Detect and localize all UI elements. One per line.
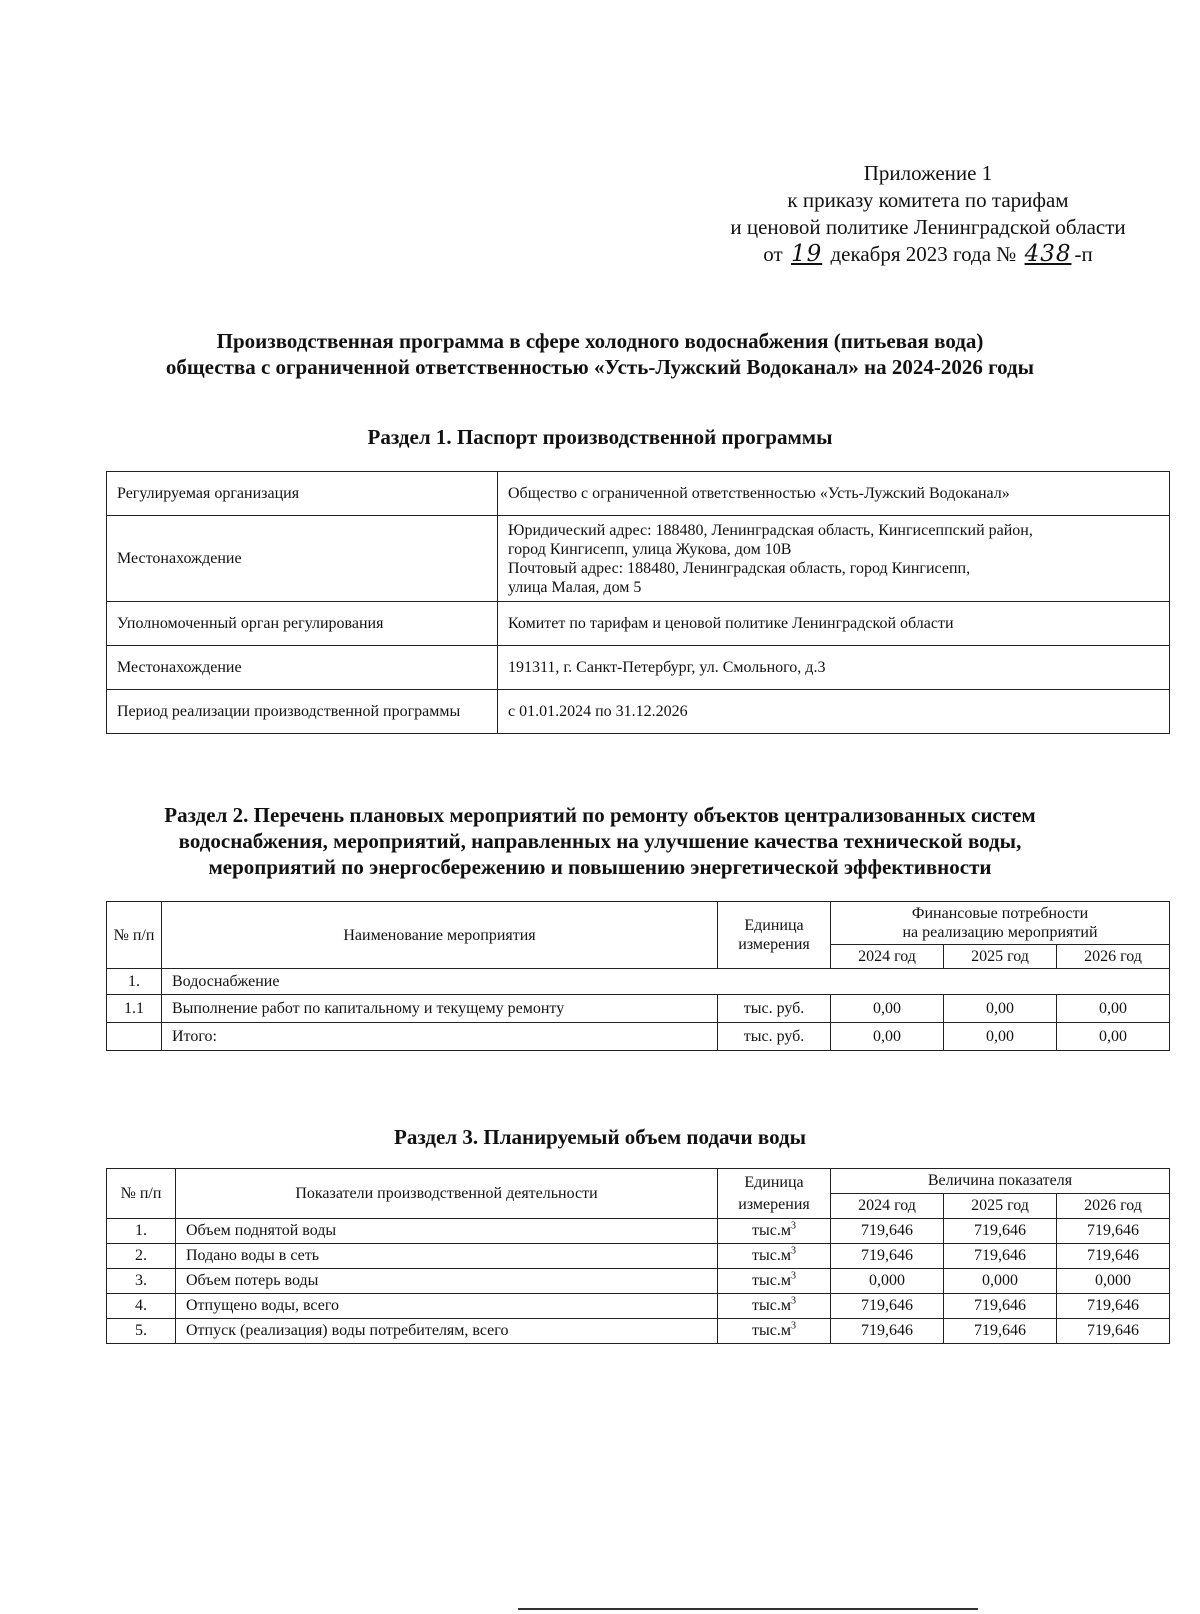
group-name: Водоснабжение (162, 969, 1170, 995)
row-name: Подано воды в сеть (176, 1244, 718, 1269)
row-value-2024: 719,646 (831, 1219, 944, 1244)
col-header-unit: Единица измерения (718, 1169, 831, 1219)
date-prefix: от (763, 242, 783, 266)
address-line: город Кингисепп, улица Жукова, дом 10В (508, 540, 792, 558)
col-header-num: № п/п (107, 902, 162, 969)
row-num: 1. (107, 1219, 176, 1244)
footer-divider (518, 1608, 978, 1610)
row-name: Итого: (162, 1023, 718, 1051)
col-header-name: Показатели производственной деятельности (176, 1169, 718, 1219)
col-header-finance (831, 902, 1170, 945)
col-header-name: Наименование мероприятия (162, 902, 718, 969)
col-header-2024: 2024 год (831, 1194, 944, 1219)
unit-base: тыс.м (752, 1272, 791, 1289)
row-value-2026: 719,646 (1057, 1219, 1170, 1244)
row-value-2026: 719,646 (1057, 1319, 1170, 1344)
section2-title-line3: мероприятий по энергосбережению и повышению энергетической эффективности (208, 855, 992, 879)
unit-superscript: 3 (790, 1220, 796, 1232)
row-value-2024: 0,00 (831, 995, 944, 1023)
handwritten-day: 19 (790, 241, 823, 267)
col-header-value: Величина показателя (831, 1169, 1170, 1194)
row-value-2026: 0,00 (1057, 1023, 1170, 1051)
date-middle: декабря 2023 года № (830, 242, 1017, 266)
appendix-line1: Приложение 1 (863, 161, 993, 185)
row-name: Выполнение работ по капитальному и текущему ремонту (162, 995, 718, 1023)
unit-base: тыс.м (752, 1322, 791, 1339)
section1-title (40, 424, 1160, 450)
row-value-2026: 0,000 (1057, 1269, 1170, 1294)
passport-value (498, 516, 1170, 602)
passport-value: Комитет по тарифам и ценовой политике Ленинградской области (498, 602, 1170, 646)
row-num (107, 1023, 162, 1051)
table-row (107, 602, 1170, 646)
passport-value: с 01.01.2024 по 31.12.2026 (498, 690, 1170, 734)
col-header-unit: Единица измерения (718, 902, 831, 969)
volume-table (106, 1168, 1170, 1344)
address-line: Почтовый адрес: 188480, Ленинградская область, город Кингисепп, (508, 559, 971, 577)
unit-superscript: 3 (790, 1295, 796, 1307)
section2-title (40, 802, 1160, 880)
row-value-2024: 719,646 (831, 1319, 944, 1344)
row-value-2026: 719,646 (1057, 1244, 1170, 1269)
row-unit (718, 1219, 831, 1244)
number-suffix: -п (1074, 242, 1093, 266)
passport-value: Общество с ограниченной ответственностью «Усть-Лужский Водоканал» (498, 472, 1170, 516)
row-unit: тыс. руб. (718, 1023, 831, 1051)
section3-title (40, 1124, 1160, 1150)
section2-title-line2: водоснабжения, мероприятий, направленных на улучшение качества технической воды, (178, 829, 1022, 853)
row-num: 1. (107, 969, 162, 995)
passport-label: Период реализации производственной программы (107, 690, 498, 734)
unit-base: тыс.м (752, 1222, 791, 1239)
title-line2: общества с ограниченной ответственностью «Усть-Лужский Водоканал» на 2024-2026 годы (165, 355, 1035, 379)
row-value-2024: 0,00 (831, 1023, 944, 1051)
row-unit: тыс. руб. (718, 995, 831, 1023)
appendix-date-line (698, 241, 1158, 268)
address-line: улица Малая, дом 5 (508, 578, 642, 596)
col-header-2025: 2025 год (944, 945, 1057, 969)
handwritten-order-number: 438 (1024, 241, 1072, 267)
title-line1: Производственная программа в сфере холодного водоснабжения (питьевая вода) (216, 329, 984, 353)
row-num: 2. (107, 1244, 176, 1269)
col-header-2026: 2026 год (1057, 945, 1170, 969)
col-header-2026: 2026 год (1057, 1194, 1170, 1219)
row-name: Отпущено воды, всего (176, 1294, 718, 1319)
table-row (107, 995, 1170, 1023)
unit-superscript: 3 (790, 1320, 796, 1332)
table-row (107, 1219, 1170, 1244)
table-row (107, 1023, 1170, 1051)
table-row (107, 1269, 1170, 1294)
unit-base: тыс.м (752, 1297, 791, 1314)
unit-base: тыс.м (752, 1247, 791, 1264)
col-header-2024: 2024 год (831, 945, 944, 969)
section1-title-text: Раздел 1. Паспорт производственной программы (367, 425, 833, 449)
unit-superscript: 3 (790, 1270, 796, 1282)
row-value-2025: 719,646 (944, 1219, 1057, 1244)
table-row (107, 1319, 1170, 1344)
row-name: Объем поднятой воды (176, 1219, 718, 1244)
passport-label: Местонахождение (107, 516, 498, 602)
table-row (107, 1294, 1170, 1319)
finance-header-line2: на реализацию мероприятий (902, 924, 1098, 941)
table-header-row (107, 902, 1170, 945)
table-row (107, 472, 1170, 516)
unit-superscript: 3 (790, 1245, 796, 1257)
row-value-2025: 719,646 (944, 1244, 1057, 1269)
row-unit (718, 1269, 831, 1294)
row-value-2025: 0,00 (944, 995, 1057, 1023)
col-header-2025: 2025 год (944, 1194, 1057, 1219)
appendix-header (698, 160, 1158, 268)
section3-title-text: Раздел 3. Планируемый объем подачи воды (394, 1125, 806, 1149)
table-row (107, 516, 1170, 602)
row-value-2024: 719,646 (831, 1294, 944, 1319)
passport-label: Регулируемая организация (107, 472, 498, 516)
passport-label: Уполномоченный орган регулирования (107, 602, 498, 646)
row-num: 4. (107, 1294, 176, 1319)
measures-table (106, 901, 1170, 1051)
table-row (107, 690, 1170, 734)
table-header-row (107, 1169, 1170, 1194)
section2-title-line1: Раздел 2. Перечень плановых мероприятий по ремонту объектов централизованных систем (164, 803, 1036, 827)
row-value-2025: 719,646 (944, 1294, 1057, 1319)
col-header-num: № п/п (107, 1169, 176, 1219)
appendix-line3: и ценовой политике Ленинградской области (730, 215, 1126, 239)
row-value-2024: 719,646 (831, 1244, 944, 1269)
address-line: Юридический адрес: 188480, Ленинградская область, Кингисеппский район, (508, 521, 1033, 539)
appendix-line2: к приказу комитета по тарифам (787, 188, 1069, 212)
table-row (107, 969, 1170, 995)
row-value-2024: 0,000 (831, 1269, 944, 1294)
row-value-2026: 719,646 (1057, 1294, 1170, 1319)
row-value-2026: 0,00 (1057, 995, 1170, 1023)
row-num: 5. (107, 1319, 176, 1344)
table-row (107, 1244, 1170, 1269)
row-value-2025: 0,00 (944, 1023, 1057, 1051)
row-name: Объем потерь воды (176, 1269, 718, 1294)
passport-label: Местонахождение (107, 646, 498, 690)
row-name: Отпуск (реализация) воды потребителям, всего (176, 1319, 718, 1344)
table-row (107, 646, 1170, 690)
row-num: 1.1 (107, 995, 162, 1023)
row-value-2025: 719,646 (944, 1319, 1057, 1344)
row-value-2025: 0,000 (944, 1269, 1057, 1294)
passport-value: 191311, г. Санкт-Петербург, ул. Смольного, д.3 (498, 646, 1170, 690)
row-unit (718, 1319, 831, 1344)
row-unit (718, 1244, 831, 1269)
passport-table (106, 471, 1170, 734)
document-title (40, 328, 1160, 380)
row-num: 3. (107, 1269, 176, 1294)
finance-header-line1: Финансовые потребности (911, 905, 1089, 922)
row-unit (718, 1294, 831, 1319)
